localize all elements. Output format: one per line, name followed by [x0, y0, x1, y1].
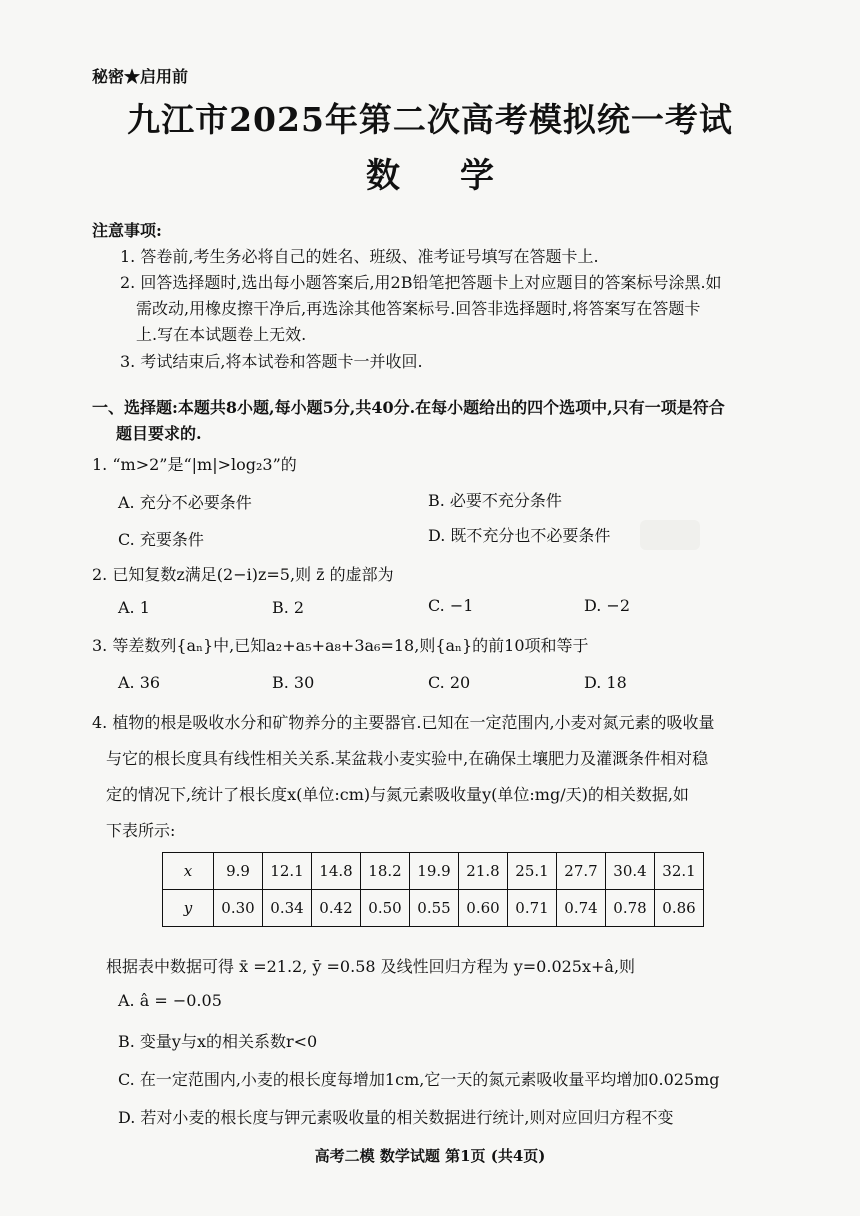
q2-option-a: A. 1 — [118, 598, 150, 617]
question-4-line: 与它的根长度具有线性相关关系.某盆栽小麦实验中,在确保土壤肥力及灌溉条件相对稳 — [106, 749, 709, 768]
table-cell: 0.42 — [312, 890, 361, 927]
q1-option-b: B. 必要不充分条件 — [428, 491, 562, 510]
q4-option-d: D. 若对小麦的根长度与钾元素吸收量的相关数据进行统计,则对应回归方程不变 — [118, 1108, 674, 1127]
section-heading: 一、选择题:本题共8小题,每小题5分,共40分.在每小题给出的四个选项中,只有一项是符合 — [92, 398, 725, 417]
table-cell: 32.1 — [655, 853, 704, 890]
table-cell: 0.74 — [557, 890, 606, 927]
question-2-stem: 2. 已知复数z满足(2−i)z=5,则 z̄ 的虚部为 — [92, 565, 394, 584]
table-cell: 21.8 — [459, 853, 508, 890]
table-cell: 12.1 — [263, 853, 312, 890]
question-3-stem: 3. 等差数列{aₙ}中,已知a₂+a₅+a₈+3a₆=18,则{aₙ}的前10项和等于 — [92, 636, 589, 655]
table-cell: 0.60 — [459, 890, 508, 927]
q4-option-c: C. 在一定范围内,小麦的根长度每增加1cm,它一天的氮元素吸收量平均增加0.025mg — [118, 1070, 720, 1089]
notice-item: 1. 答卷前,考生务必将自己的姓名、班级、准考证号填写在答题卡上. — [120, 247, 599, 266]
exam-title: 九江市2025年第二次高考模拟统一考试 — [127, 100, 733, 139]
q4-option-b: B. 变量y与x的相关系数r<0 — [118, 1032, 318, 1051]
data-table — [162, 852, 704, 927]
q3-option-b: B. 30 — [272, 673, 315, 692]
table-cell: 0.78 — [606, 890, 655, 927]
table-cell: 0.50 — [361, 890, 410, 927]
table-row-label: x — [163, 853, 214, 890]
table-cell: 0.55 — [410, 890, 459, 927]
table-cell: 0.34 — [263, 890, 312, 927]
notice-heading: 注意事项: — [92, 221, 162, 240]
subject-title: 数学 — [366, 156, 554, 196]
q2-option-b: B. 2 — [272, 598, 305, 617]
notice-item: 需改动,用橡皮擦干净后,再选涂其他答案标号.回答非选择题时,将答案写在答题卡 — [136, 299, 701, 318]
table-cell: 30.4 — [606, 853, 655, 890]
table-cell: 9.9 — [214, 853, 263, 890]
notice-item: 2. 回答选择题时,选出每小题答案后,用2B铅笔把答题卡上对应题目的答案标号涂黑.如 — [120, 273, 722, 292]
q1-option-a: A. 充分不必要条件 — [118, 493, 252, 512]
table-cell: 0.86 — [655, 890, 704, 927]
scan-stain — [640, 520, 700, 550]
notice-item: 3. 考试结束后,将本试卷和答题卡一并收回. — [120, 352, 423, 371]
notice-item: 上.写在本试题卷上无效. — [136, 325, 307, 344]
question-4-line: 定的情况下,统计了根长度x(单位:cm)与氮元素吸收量y(单位:mg/天)的相关数据,如 — [106, 785, 689, 804]
table-row-x — [163, 853, 704, 890]
q1-option-d: D. 既不充分也不必要条件 — [428, 526, 611, 545]
q4-option-a: A. â = −0.05 — [118, 991, 222, 1010]
q2-option-d: D. −2 — [584, 596, 631, 615]
page-footer: 高考二模 数学试题 第1页 (共4页) — [314, 1147, 546, 1165]
table-cell: 19.9 — [410, 853, 459, 890]
q2-option-c: C. −1 — [428, 596, 474, 615]
q3-option-d: D. 18 — [584, 673, 627, 692]
table-cell: 14.8 — [312, 853, 361, 890]
question-4-after-table: 根据表中数据可得 x̄ =21.2, ȳ =0.58 及线性回归方程为 y=0.025x+â,则 — [106, 957, 636, 976]
question-4-line: 4. 植物的根是吸收水分和矿物养分的主要器官.已知在一定范围内,小麦对氮元素的吸收量 — [92, 713, 715, 732]
table-cell: 18.2 — [361, 853, 410, 890]
section-heading-cont: 题目要求的. — [116, 424, 202, 443]
q3-option-a: A. 36 — [118, 673, 161, 692]
table-cell: 0.71 — [508, 890, 557, 927]
table-cell: 0.30 — [214, 890, 263, 927]
q3-option-c: C. 20 — [428, 673, 471, 692]
table-cell: 27.7 — [557, 853, 606, 890]
confidential-label: 秘密★启用前 — [92, 67, 189, 86]
table-row-y — [163, 890, 704, 927]
table-cell: 25.1 — [508, 853, 557, 890]
q1-option-c: C. 充要条件 — [118, 530, 204, 549]
question-4-line: 下表所示: — [106, 821, 176, 840]
question-1-stem: 1. “m>2”是“|m|>log₂3”的 — [92, 455, 297, 474]
table-row-label: y — [163, 890, 214, 927]
